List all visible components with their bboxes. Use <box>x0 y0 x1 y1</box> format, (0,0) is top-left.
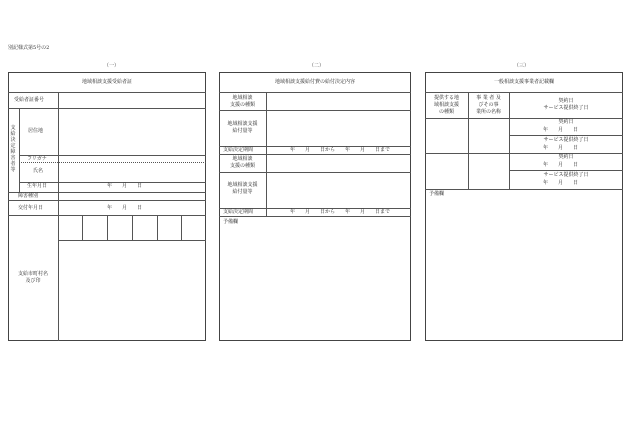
row1-contract-label: 契約日 <box>558 119 574 125</box>
birth-label: 生年月日 <box>27 183 48 189</box>
support-amount-label: 地域相談支援 給付量等 <box>227 121 258 134</box>
name-label: 氏名 <box>33 168 44 174</box>
recipient-no-label: 受給者証番号 <box>14 97 45 103</box>
col-contract-dates: 契約日 サービス提供終了日 <box>543 98 589 111</box>
row1-contract-date: 年 月 日 <box>543 127 579 133</box>
support-type-label-2: 地域相談 支援の種類 <box>229 156 255 169</box>
support-amount-label-2: 地域相談支援 給付量等 <box>227 182 258 195</box>
panel1-number: （一） <box>104 63 120 69</box>
row2-contract-date: 年 月 日 <box>543 162 579 168</box>
panel2-title: 地域相談支援給付費の給付決定内容 <box>274 79 355 85</box>
furigana-label: フリガナ <box>27 156 47 162</box>
address-label: 居住地 <box>28 128 44 134</box>
birth-date: 年 月 日 <box>107 183 143 189</box>
col-support-type: 提供する地 域相談支援 の種類 <box>433 95 459 115</box>
decision-period-label: 支給決定期間 <box>223 147 254 153</box>
recipient-side-label: 支給決定障害者等 <box>10 125 16 173</box>
disability-type-label: 障害種別 <box>18 193 39 199</box>
decision-period-2: 年 月 日から 年 月 日まで <box>290 209 391 215</box>
row1-end-label: サービス提供終了日 <box>543 137 589 143</box>
panel3-number: （三） <box>514 63 530 69</box>
panel3-notes-label: 予備欄 <box>429 191 445 197</box>
panel2-notes-label: 予備欄 <box>223 219 239 225</box>
panel2-frame <box>219 72 411 341</box>
form-id: 別記様式第5号の2 <box>8 45 50 51</box>
row2-end-label: サービス提供終了日 <box>543 172 589 178</box>
municipality-label: 支給市町村名 及び印 <box>17 271 48 284</box>
issue-date: 年 月 日 <box>107 205 143 211</box>
decision-period-label-2: 支給決定期間 <box>223 209 254 215</box>
row2-end-date: 年 月 日 <box>543 180 579 186</box>
row2-contract-label: 契約日 <box>558 154 574 160</box>
row1-end-date: 年 月 日 <box>543 145 579 151</box>
panel2-number: （二） <box>309 63 325 69</box>
panel1-title: 地域相談支援受給者証 <box>81 79 132 85</box>
panel3-title: 一般相談支援事業者記載欄 <box>493 79 554 85</box>
support-type-label: 地域相談 支援の種類 <box>229 95 255 108</box>
decision-period: 年 月 日から 年 月 日まで <box>290 147 391 153</box>
col-provider-name: 事 業 者 及 びその事 業所の名称 <box>475 95 501 115</box>
issue-date-label: 交付年月日 <box>18 205 44 211</box>
